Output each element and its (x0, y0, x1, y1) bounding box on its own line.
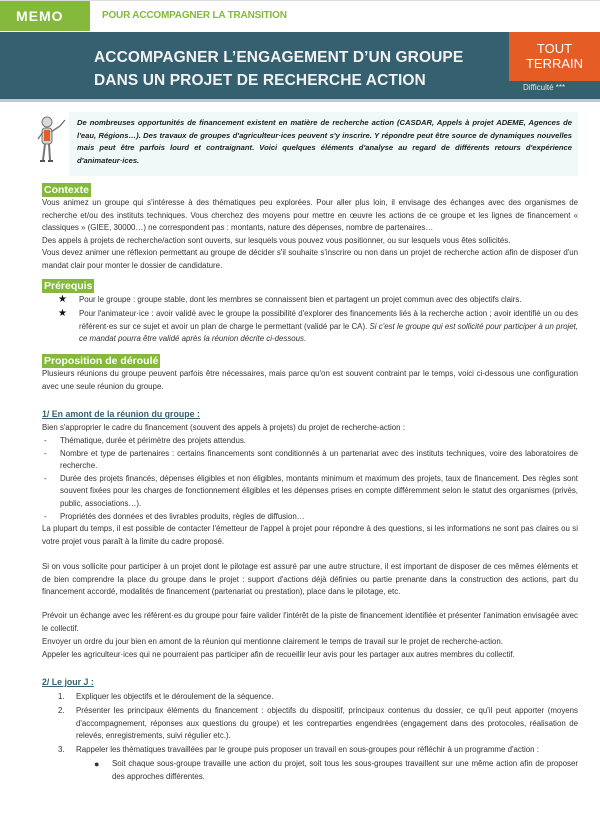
prerequis-item-note: Si c'est le groupe qui est sollicité pour participer à un projet, ce mandat pourra être validé après la réunion décrite ci-dessous. (79, 321, 578, 344)
step1-heading-text: 1/ En amont de la réunion du groupe (42, 409, 195, 419)
list-item: - Propriétés des données et des livrables produits, règles de diffusion… (44, 511, 305, 521)
step1-heading (42, 409, 200, 419)
list-item: - Nombre et type de partenaires : certains financements sont conditionnés à un partenariat avec des instituts techniques, voire des laboratoires de recherche. (44, 448, 578, 471)
prerequis-item-text: Pour l'animateur·ice : avoir validé avec le groupe la possibilité d'explorer des financements liés à la recherche action ; avoir identifié un ou des référent·es sur ce sujet et avoir un plan de charge le permettant (validé par le CA). (79, 309, 578, 331)
presenter-figure-icon (33, 115, 67, 167)
step1-paragraph-ordre-du-jour: Envoyer un ordre du jour bien en amont de la réunion qui mentionne clairement le temps de travail sur le projet de recherche-action. (42, 637, 503, 646)
step1-heading-suffix: : (194, 409, 200, 419)
step2-list (58, 691, 578, 784)
bullet-dot-icon: ● (94, 759, 100, 770)
list-item-number: 3. (58, 745, 65, 755)
list-item-text: Présenter les principaux éléments du financement : objectifs du dispositif, principaux contenus du dossier, ce qu'il peut apporter (moyens d'accompagnement, réponses aux questions du groupe) et les contreparties engendrées (engagement dans des protocoles, réalisation de relevés, enregistrements, suivi régulier etc.). (76, 706, 578, 741)
star-bullet-icon: ★ (58, 308, 67, 320)
contexte-text (42, 197, 578, 273)
list-item (58, 308, 578, 346)
list-item-number: 1. (58, 692, 65, 701)
prerequis-list (58, 294, 578, 347)
list-item (58, 705, 578, 743)
page-title (94, 46, 474, 92)
step1-paragraph-appeler: Appeler les agriculteur·ices qui ne pourraient pas participer afin de recueillir leur avis pour les partager aux autres membres du collectif. (42, 650, 515, 659)
step2-sublist (58, 758, 578, 783)
section-heading-prerequis: Prérequis (44, 280, 93, 292)
list-item-text: Rappeler les thématiques travaillées par le groupe puis proposer un travail en sous-groupes pour réfléchir à un programme d'action : (76, 745, 539, 755)
section-heading-deroule: Proposition de déroulé (44, 355, 159, 367)
list-item-text: Durée des projets financés, dépenses éligibles et non éligibles, montants minimum et maximum des projets, taux de financement. Des règles sont souvent fixées pour les charges de fonctionnement éligibles et les dépenses prises en compte différemment selon le statut des organismes (privés, public, associations…). (60, 473, 578, 508)
list-item-text: Thématique, durée et périmètre des projets attendus. (60, 436, 246, 445)
list-item: - Thématique, durée et périmètre des projets attendus. (44, 436, 246, 445)
step1-paragraph-sollicitation: Si on vous sollicite pour participer à un projet dont le pilotage est assuré par une autre structure, il est important de disposer de ces mêmes éléments et de bien comprendre la place du groupe dans le projet : support d'actions déjà définies ou partie prenante dans la construction des actions, part du financement accordé, modalités de financement (partenariat ou prestation), place dans le pilotage, etc. (42, 562, 578, 597)
page-title-line-1: ACCOMPAGNER L’ENGAGEMENT D’UN GROUPE (94, 49, 464, 66)
contexte-paragraph: Vous devez animer une réflexion permettant au groupe de décider s'il souhaite s'inscrire ou non dans un projet de recherche action afin de disposer d'un mandat clair pour monter le dossier de candidature. (42, 248, 578, 270)
list-item-text: Propriétés des données et des livrables produits, règles de diffusion… (60, 511, 305, 521)
memo-label: MEMO (0, 1, 90, 31)
list-item (94, 758, 578, 783)
step2-heading: 2/ Le jour J : (42, 677, 94, 687)
difficulty-rating: Difficulté *** (523, 83, 566, 92)
intro-box: De nombreuses opportunités de financement existent en matière de recherche action (CASDAR, Appels à projet ADEME, Agences de l'eau, Régions…). Des travaux de groupes d'agriculteur·ices peuvent s'y inscrire. Y répondre peut être source de dynamiques nouvelles mais peut être parfois lourd et contraignant. Voici quelques éléments d'analyse au regard de différents retours d'expérience d'animateur·ices. (69, 112, 578, 176)
list-item (58, 744, 578, 757)
step1-list (42, 435, 578, 523)
step1-paragraph-contact: La plupart du temps, il est possible de contacter l'émetteur de l'appel à projet pour répondre à des questions, si les informations ne sont pas claires ou si votre projet vous paraît à la limite du cadre proposé. (42, 524, 578, 546)
contexte-paragraph: Des appels à projets de recherche/action sont ouverts, sur lesquels vous pouvez vous positionner, ou sur lesquels vous êtes sollicités. (42, 235, 511, 245)
section-heading-contexte: Contexte (44, 184, 89, 196)
list-item-number: 2. (58, 706, 65, 716)
tout-terrain-badge (509, 32, 600, 81)
badge-line-1: TOUT (536, 41, 573, 56)
step1-paragraph-referents: Prévoir un échange avec les référent·es du groupe pour faire valider l'intérêt de la piste de financement identifiée et présenter l'animation envisagée avec le collectif. (42, 611, 578, 633)
list-item-text: Soit chaque sous-groupe travaille une action du projet, soit tous les sous-groupes travaillent sur une même action afin de proposer des approches différentes. (112, 759, 578, 782)
prerequis-item-text: Pour le groupe : groupe stable, dont les membres se connaissent bien et partagent un projet commun avec des objectifs clairs. (79, 295, 522, 304)
star-bullet-icon: ★ (58, 294, 67, 305)
tagline: POUR ACCOMPAGNER LA TRANSITION (102, 10, 287, 21)
step1-lead: Bien s'approprier le cadre du financement (souvent des appels à projets) du projet de recherche-action : (42, 423, 405, 432)
badge-line-2: TERRAIN (525, 56, 584, 71)
top-bar (0, 0, 600, 30)
contexte-paragraph: Vous animez un groupe qui s'intéresse à des thématiques peu explorées. Pour aller plus loin, il envisage des échanges avec des organismes de recherche et/ou des instituts techniques. Vous cherchez des moyens pour mettre en œuvre les actions de ce groupe et les lignes de financement « classiques » (GIEE, 30000…) ne correspondent pas : montants, nature des dépenses, nombre de partenaires… (42, 198, 578, 233)
list-item-text: Nombre et type de partenaires : certains financements sont conditionnés à un partenariat avec des instituts techniques, voire des laboratoires de recherche. (60, 448, 578, 471)
list-item (58, 691, 578, 704)
list-item: - Durée des projets financés, dépenses éligibles et non éligibles, montants minimum et maximum des projets, taux de financement. Des règles sont souvent fixées pour les charges de fonctionnement éligibles et les dépenses prises en compte différemment selon le statut des organismes (privés, public, associations…). (44, 473, 578, 508)
list-item-text: Expliquer les objectifs et le déroulement de la séquence. (76, 692, 274, 701)
page-title-line-2: DANS UN PROJET DE RECHERCHE ACTION (94, 72, 426, 89)
deroule-intro: Plusieurs réunions du groupe peuvent parfois être nécessaires, mais parce qu'on est souvent contraint par le temps, voici ci-dessous une configuration avec une seule réunion du groupe. (42, 369, 578, 391)
list-item (58, 294, 578, 307)
